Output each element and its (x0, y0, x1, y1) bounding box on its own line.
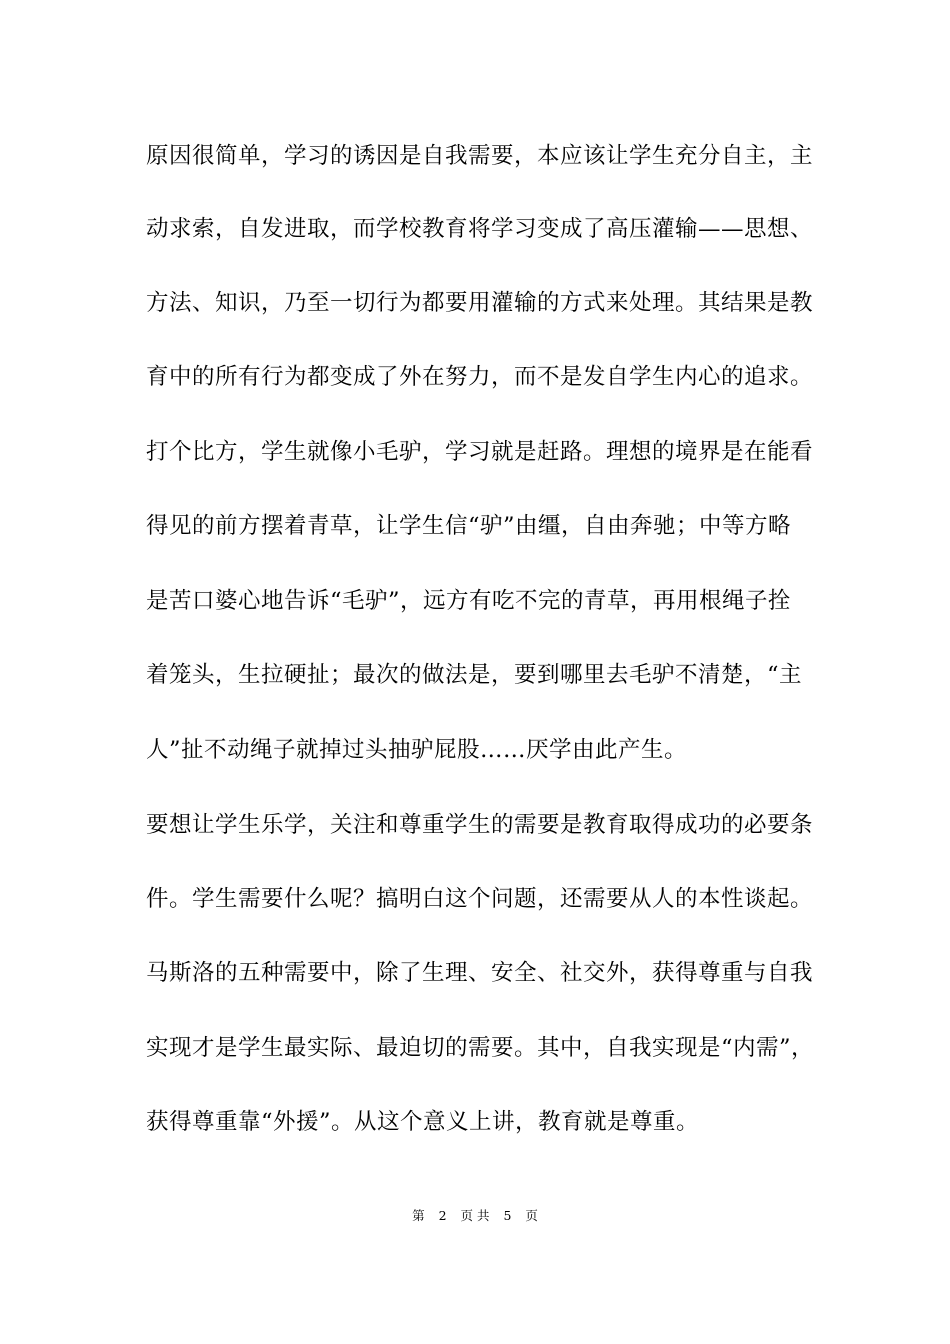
total-pages-number: 5 (503, 1208, 512, 1223)
paragraph-line: 原因很简单，学习的诱因是自我需要，本应该让学生充分自主，主 (146, 143, 814, 169)
paragraph-line: 方法、知识，乃至一切行为都要用灌输的方式来处理。其结果是教 (146, 290, 814, 316)
paragraph-line: 获得尊重靠“外援”。从这个意义上讲，教育就是尊重。 (146, 1109, 700, 1135)
paragraph-line: 育中的所有行为都变成了外在努力，而不是发自学生内心的追求。 (146, 364, 814, 390)
paragraph-line: 件。学生需要什么呢？搞明白这个问题，还需要从人的本性谈起。 (146, 886, 814, 912)
paragraph-line: 人”扯不动绳子就掉过头抽驴屁股……厌学由此产生。 (146, 737, 688, 763)
paragraph-line: 实现才是学生最实际、最迫切的需要。其中，自我实现是“内需”， (146, 1035, 815, 1061)
paragraph-line: 是苦口婆心地告诉“毛驴”，远方有吃不完的青草，再用根绳子拴 (146, 588, 792, 614)
paragraph-line: 打个比方，学生就像小毛驴，学习就是赶路。理想的境界是在能看 (146, 439, 814, 465)
paragraph-line: 要想让学生乐学，关注和尊重学生的需要是教育取得成功的必要条 (146, 812, 814, 838)
paragraph-line: 动求索，自发进取，而学校教育将学习变成了高压灌输——思想、 (146, 216, 814, 242)
current-page-number: 2 (438, 1208, 447, 1223)
page-footer (0, 1208, 950, 1224)
footer-prefix: 第 (412, 1208, 425, 1223)
paragraph-line: 得见的前方摆着青草，让学生信“驴”由缰，自由奔驰；中等方略 (146, 513, 792, 539)
paragraph-line: 着笼头，生拉硬扯；最次的做法是，要到哪里去毛驴不清楚，“主 (146, 662, 803, 688)
footer-suffix: 页 (525, 1208, 538, 1223)
footer-middle: 页 共 (460, 1208, 490, 1223)
paragraph-line: 马斯洛的五种需要中，除了生理、安全、社交外，获得尊重与自我 (146, 960, 814, 986)
